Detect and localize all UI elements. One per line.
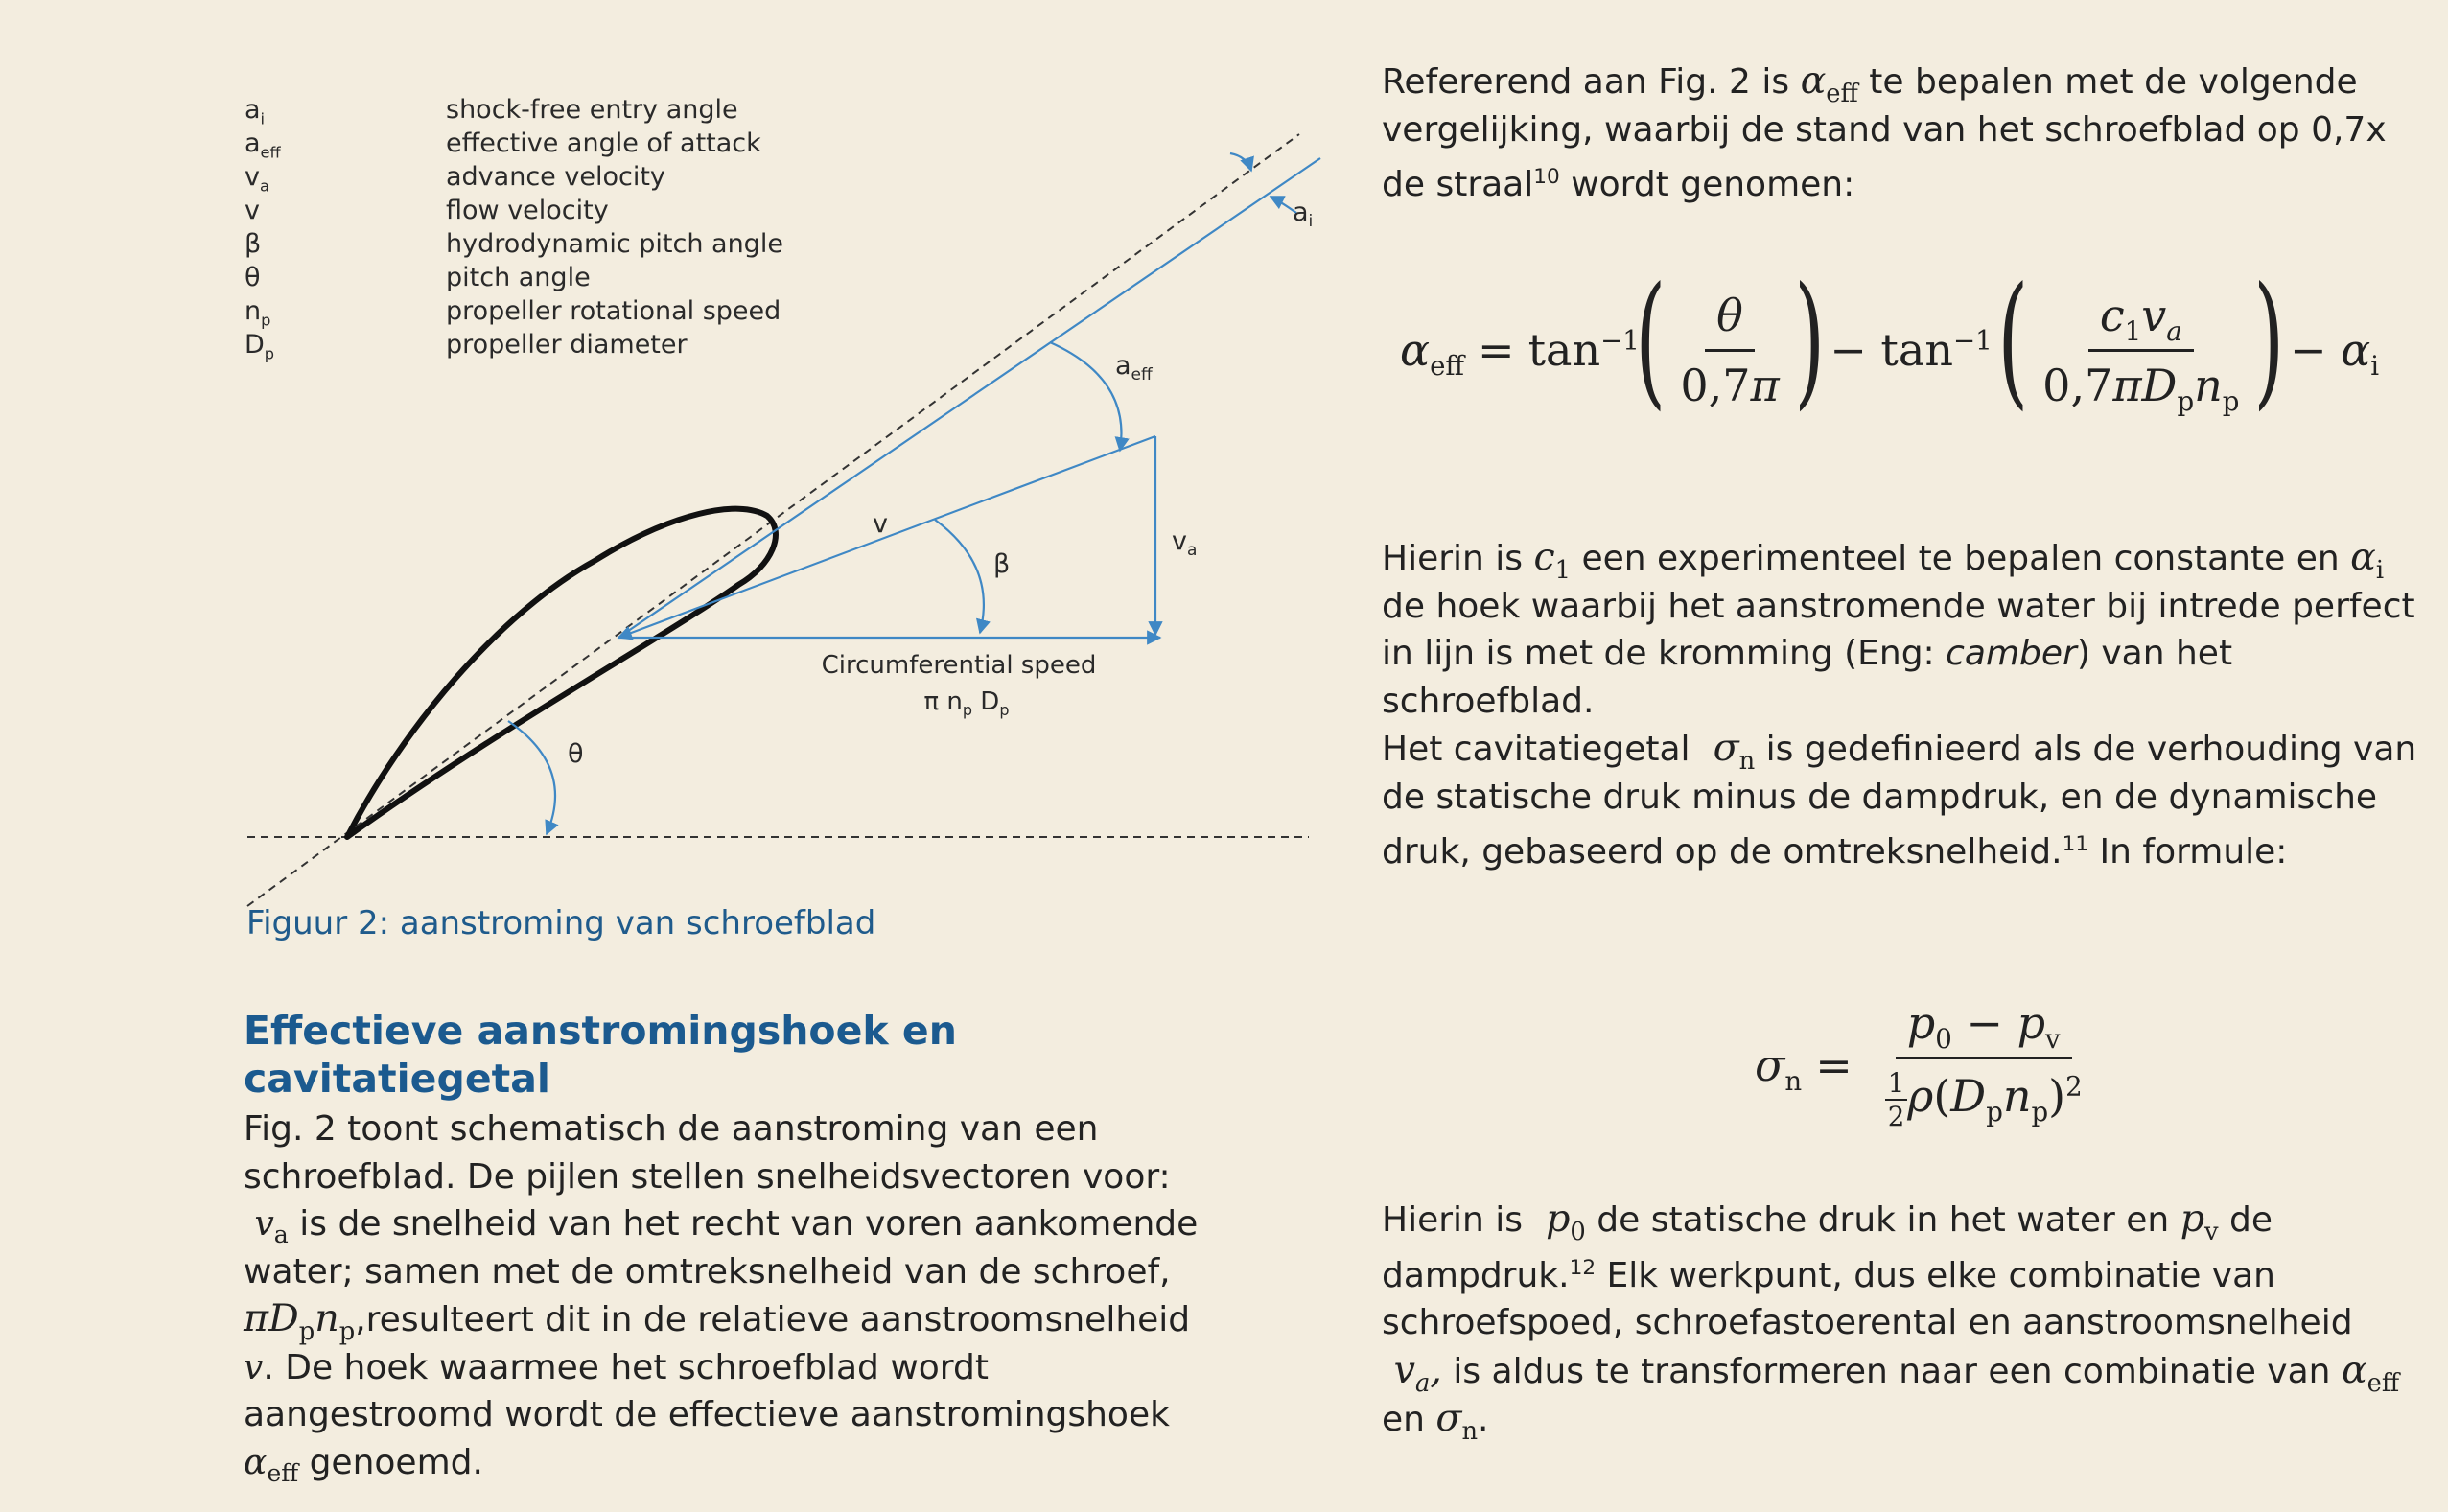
- symbol-alpha-eff: $\alpha_{eff}$: [2341, 1347, 2400, 1398]
- legend-symbol: θ: [245, 263, 261, 292]
- label-va: $v_a$: [1172, 526, 1198, 560]
- legend-description: shock-free entry angle: [446, 95, 738, 125]
- symbol-va: $v_a$: [244, 1204, 289, 1249]
- right-end-text: Hierin is $p_0$ de statische druk in het water en $p_v$ de dampdruk.$^{12}$ Elk werkpunt, dus elke combinatie van schroefspoed, schroefastoerental en aanstroomsnelheid $v_a$, is aldus te transformeren naar een combinatie van $\alpha_{eff}$ en $\sigma_n$.: [1382, 1197, 2400, 1446]
- arc-ai-top: [1230, 153, 1251, 171]
- legend-symbol: $v_a$: [245, 162, 269, 196]
- left-body-text: Fig. 2 toont schematisch de aanstroming van een schroefblad. De pijlen stellen snelheidsvectoren voor: $v_a$ is de snelheid van het recht van voren aankomende water; samen met de omtreksnelheid van de schroef, $\pi D_pn_p,resulteert$ dit in de relatieve aanstroomsnelheid v. De hoek waarmee het schroefblad wordt aangestroomd wordt de effectieve aanstromingshoek $\alpha_{eff}$ genoemd.: [244, 1109, 1199, 1487]
- arc-aeff: [1050, 342, 1121, 451]
- legend-symbol: $D_p$: [245, 330, 275, 363]
- label-ai: $a_i$: [1293, 198, 1314, 231]
- symbol-sigma-n: $\sigma_n$: [1701, 726, 1756, 776]
- legend-description: advance velocity: [446, 162, 665, 192]
- label-aeff: $a_{eff}$: [1115, 351, 1153, 384]
- legend-symbol: $n_p$: [245, 296, 271, 330]
- symbol-alpha-i: $\alpha_i$: [2350, 535, 2385, 585]
- legend-symbol: β: [245, 229, 262, 259]
- legend-symbol: $a_{eff}$: [245, 128, 281, 162]
- legend-description: pitch angle: [446, 263, 591, 292]
- symbol-p0: $p_0$: [1533, 1197, 1586, 1246]
- label-v: v: [873, 509, 888, 539]
- footnote-10: 10: [1533, 165, 1560, 189]
- footnote-11: 11: [2062, 832, 2089, 856]
- symbol-sigma-n: $\sigma_n$: [1435, 1396, 1479, 1446]
- legend-description: effective angle of attack: [446, 128, 761, 158]
- symbol-pv: $p_v$: [2180, 1197, 2219, 1246]
- legend-description: hydrodynamic pitch angle: [446, 229, 783, 259]
- label-beta: β: [993, 549, 1011, 579]
- legend-description: flow velocity: [446, 196, 609, 225]
- blade-profile: [347, 509, 776, 837]
- legend-description: propeller diameter: [446, 330, 688, 360]
- footnote-12: 12: [1569, 1255, 1597, 1280]
- blade-inflow-diagram: [0, 0, 1342, 959]
- label-circumferential-formula: π $n_p$ $D_p$: [923, 687, 1010, 719]
- symbol-c1: $c_1$: [1533, 535, 1572, 585]
- arc-theta: [508, 721, 555, 834]
- section-title: Effectieve aanstromingshoek en cavitatiegetal: [244, 1008, 957, 1102]
- equation-alpha-eff: $\alpha_{eff}$ = $\tan^{-1}$ ( $\frac{\theta}{0,7\pi}$ ) − $\tan^{-1}$ ( $\frac{c_1v_a}{0,7\pi D_pn_p}$ ) − $\alpha_i$: [1400, 257, 2380, 424]
- right-intro-text: Refererend aan Fig. 2 is $\alpha_{eff}$ te bepalen met de volgende vergelijking, waarbij de stand van het schroefblad op 0,7x de straal$^{10}$ wordt genomen:: [1382, 58, 2387, 204]
- arc-beta: [935, 520, 984, 633]
- label-circumferential: Circumferential speed: [821, 651, 1097, 680]
- legend-symbol: $a_i$: [245, 95, 266, 128]
- figure-caption: Figuur 2: aanstroming van schroefblad: [246, 904, 876, 942]
- symbol-v: v: [244, 1347, 264, 1387]
- equation-sigma-n: $\sigma_n$ = $p_0 - p_v$ $\frac{1}{2}$ $\rho(D_pn_p)^2$: [1755, 997, 2083, 1132]
- flow-direction-line: [618, 158, 1320, 638]
- legend-description: propeller rotational speed: [446, 296, 781, 326]
- right-middle-text: Hierin is $c_1$ een experimenteel te bepalen constante en $\alpha_i$ de hoek waarbij het aanstromende water bij intrede perfect in lijn is met de kromming (Eng: camber) van het schroefblad. Het cavitatiegetal $\sigma_n$ is gedefinieerd als de verhouding van de statische druk minus de dampdruk, en de dynamische druk, gebaseerd op de omtreksnelheid.$^{11}$ In formule:: [1382, 535, 2417, 872]
- symbol-alpha-eff: $\alpha_{eff}$: [1800, 58, 1858, 108]
- legend-symbol: v: [245, 196, 260, 225]
- symbol-pi-dp-np: $\pi D_pn_p$: [244, 1296, 356, 1346]
- symbol-va: $v_a$,: [1382, 1347, 1442, 1398]
- symbol-alpha-eff: $\alpha_{eff}$: [244, 1442, 299, 1487]
- label-theta: θ: [568, 739, 584, 769]
